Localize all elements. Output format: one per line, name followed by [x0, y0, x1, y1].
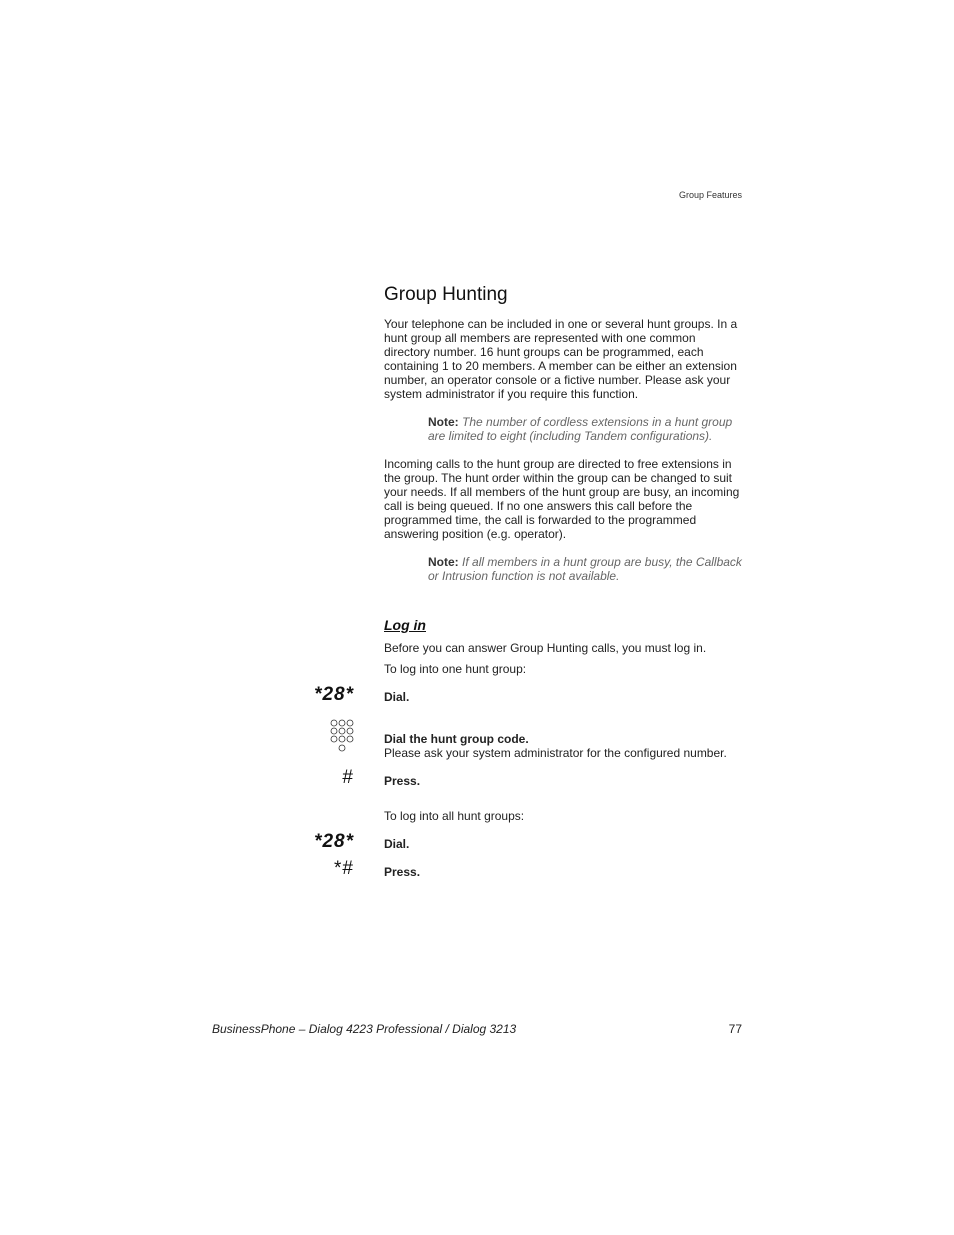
dial-code-key: *28*: [314, 684, 354, 705]
step-action: Press.: [384, 774, 421, 788]
note-label: Note:: [428, 415, 459, 429]
keypad-icon: [330, 719, 354, 755]
note-text: The number of cordless extensions in a hunt group are limited to eight (including Tandem configurations).: [428, 415, 733, 443]
intro-paragraph: Your telephone can be included in one or several hunt groups. In a hunt group all members are represented with one common directory number. 16 hunt groups can be programmed, each containing 1 to 20 members. A member can be either an extension number, an operator console or a fictive number. Please ask your system administrator if you require this function.: [384, 317, 738, 401]
note-label: Note:: [428, 555, 459, 569]
one-group-label: To log into one hunt group:: [384, 662, 527, 676]
note-cordless: [428, 415, 744, 443]
step-dial: [384, 837, 744, 851]
page-number: 77: [728, 1022, 742, 1036]
step-detail: Please ask your system administrator for the configured number.: [384, 746, 727, 760]
step-dial-code: [384, 732, 744, 760]
step-action: Dial.: [384, 837, 410, 851]
login-heading: Log in: [384, 617, 426, 633]
page-title: Group Hunting: [384, 284, 508, 305]
step-action: Dial the hunt group code.: [384, 732, 529, 746]
login-intro: Before you can answer Group Hunting calls, you must log in.: [384, 641, 707, 655]
step-action: Dial.: [384, 690, 410, 704]
hash-key: #: [342, 767, 354, 788]
footer-title: BusinessPhone – Dialog 4223 Professional / Dialog 3213: [212, 1022, 517, 1036]
dial-code-key: *28*: [314, 831, 354, 852]
note-busy: [428, 555, 744, 583]
step-press: [384, 774, 744, 788]
note-text: If all members in a hunt group are busy, the Callback or Intrusion function is not available.: [428, 555, 742, 583]
star-hash-key: *#: [334, 858, 354, 879]
running-head: Group Features: [678, 190, 742, 200]
all-groups-label: To log into all hunt groups:: [384, 809, 525, 823]
step-action: Press.: [384, 865, 421, 879]
step-press: [384, 865, 744, 879]
step-dial: [384, 690, 744, 704]
queue-paragraph: Incoming calls to the hunt group are directed to free extensions in the group. The hunt order within the group can be changed to suit your needs. If all members of the hunt group are busy, an incoming call is being queued. If no one answers this call before the programmed time, the call is forwarded to the programmed answering position (e.g. operator).: [384, 457, 740, 541]
